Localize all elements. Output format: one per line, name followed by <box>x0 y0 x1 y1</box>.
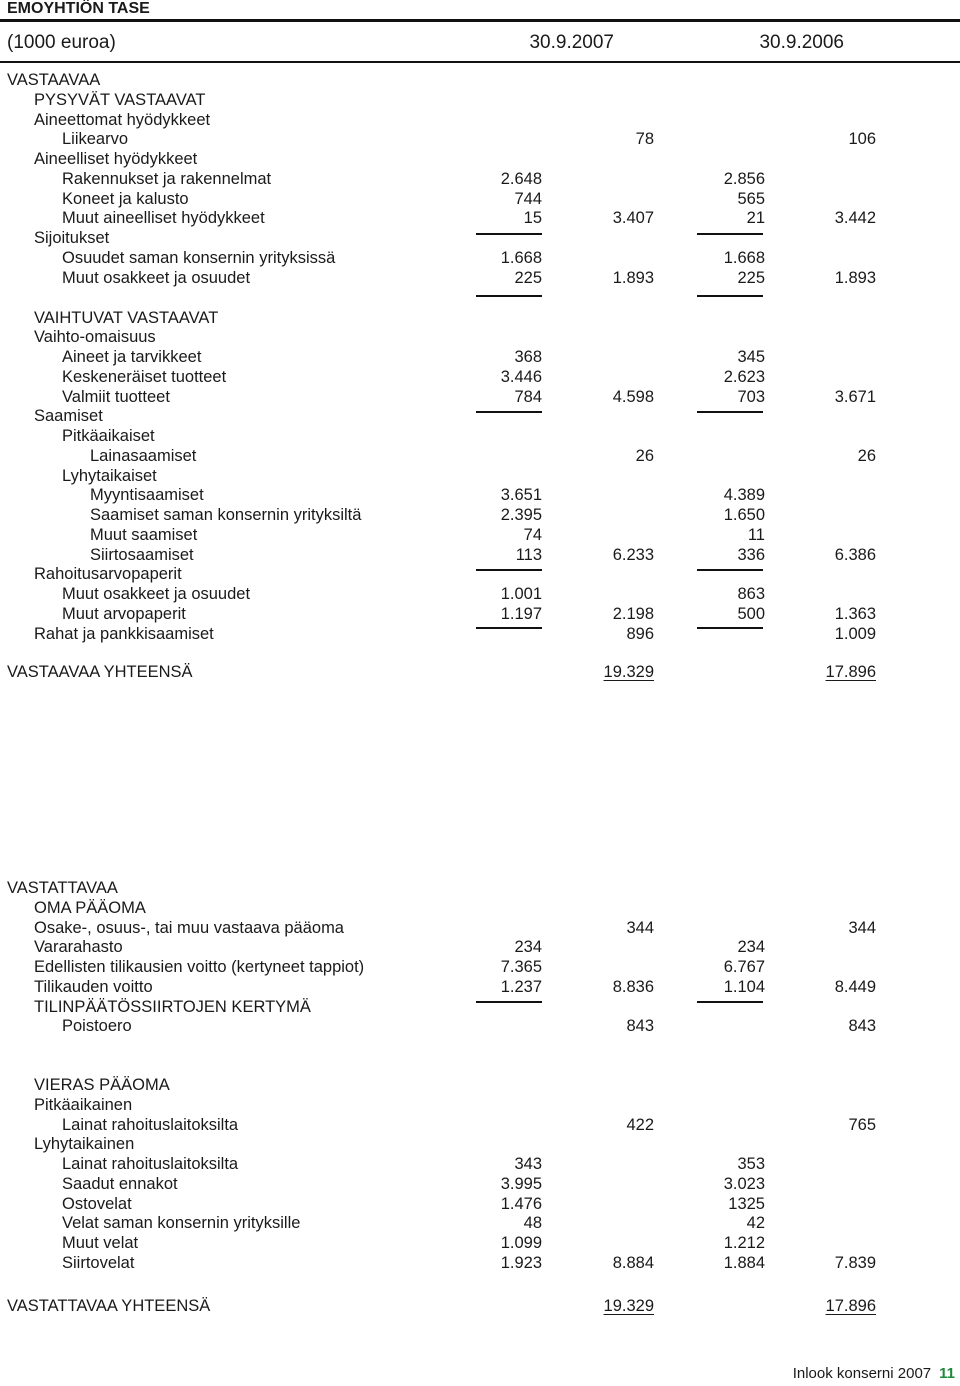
value-c3: 225 <box>737 268 765 287</box>
row-label: Saamiset saman konsernin yrityksiltä <box>90 506 362 524</box>
value-c3: 4.389 <box>723 486 765 505</box>
title-divider <box>0 19 960 22</box>
statement-row <box>0 1095 960 1115</box>
value-c3: 42 <box>746 1214 765 1233</box>
statement-row <box>0 1016 960 1036</box>
value-c4: 765 <box>848 1115 876 1134</box>
row-label: Aineet ja tarvikkeet <box>62 348 202 366</box>
value-c3: 1.668 <box>723 248 765 267</box>
row-label: Aineettomat hyödykkeet <box>34 110 211 129</box>
statement-row <box>0 110 960 130</box>
value-c1: 343 <box>514 1155 542 1173</box>
value-c3: 565 <box>737 189 765 208</box>
row-label: TILINPÄÄTÖSSIIRTOJEN KERTYMÄ <box>34 997 311 1016</box>
row-label: Saadut ennakot <box>62 1174 178 1193</box>
page-title: EMOYHTIÖN TASE <box>7 0 150 17</box>
value-c3: 1325 <box>728 1194 765 1213</box>
column-header-2006: 30.9.2006 <box>759 32 844 53</box>
row-label: Tilikauden voitto <box>34 977 153 996</box>
statement-row <box>0 1134 960 1154</box>
value-c1: 784 <box>514 387 542 406</box>
row-label: Liikearvo <box>62 130 129 149</box>
subtotal-rule <box>476 627 542 629</box>
value-c1: 48 <box>523 1214 542 1233</box>
value-c2: 19.329 <box>603 1297 654 1315</box>
statement-row <box>0 1213 960 1233</box>
subtotal-rule <box>476 1001 542 1003</box>
statement-row <box>0 248 960 268</box>
statement-row <box>0 70 960 90</box>
value-c1: 3.651 <box>500 486 542 505</box>
row-label: Siirtovelat <box>62 1253 135 1272</box>
value-c3: 234 <box>737 938 765 957</box>
value-c3: 345 <box>737 348 765 366</box>
row-label: Velat saman konsernin yrityksille <box>62 1214 301 1233</box>
value-c3: 1.104 <box>723 977 765 996</box>
row-label: Osake-, osuus-, tai muu vastaava pääoma <box>34 918 344 937</box>
row-label: Sijoitukset <box>34 229 110 247</box>
row-label: VASTATTAVAA YHTEENSÄ <box>7 1297 211 1315</box>
row-label: Muut osakkeet ja osuudet <box>62 268 251 287</box>
value-c4: 843 <box>848 1017 876 1036</box>
value-c1: 2.648 <box>500 169 542 188</box>
row-label: Muut velat <box>62 1234 139 1252</box>
value-c1: 113 <box>515 545 542 564</box>
row-label: OMA PÄÄOMA <box>34 898 146 917</box>
statement-row <box>0 367 960 387</box>
statement-row <box>0 327 960 347</box>
value-c3: 6.767 <box>723 958 765 976</box>
value-c4: 26 <box>857 446 876 465</box>
row-label: Lyhytaikaiset <box>62 466 157 485</box>
header-divider <box>0 61 960 63</box>
statement-row <box>0 387 960 407</box>
value-c3: 21 <box>746 209 765 228</box>
total-row <box>0 662 960 682</box>
footer-publication: Inlook konserni 2007 <box>792 1365 932 1382</box>
value-c3: 336 <box>737 545 765 564</box>
statement-row <box>0 129 960 149</box>
column-header-2007: 30.9.2007 <box>529 32 614 53</box>
row-label: VASTATTAVAA <box>7 879 118 897</box>
value-c3: 1.212 <box>723 1234 765 1252</box>
value-c2: 843 <box>626 1017 654 1036</box>
statement-row <box>0 898 960 918</box>
statement-row <box>0 1115 960 1135</box>
statement-row <box>0 977 960 997</box>
row-label: Myyntisaamiset <box>90 486 204 505</box>
value-c4: 1.363 <box>834 604 876 623</box>
value-c3: 353 <box>737 1155 765 1173</box>
row-label: Rahoitusarvopaperit <box>34 565 182 584</box>
value-c3: 863 <box>737 585 765 603</box>
value-c2: 78 <box>635 130 654 149</box>
row-label: Keskeneräiset tuotteet <box>62 367 227 386</box>
value-c1: 1.237 <box>500 977 542 996</box>
page-number: 11 <box>939 1365 955 1382</box>
value-c1: 368 <box>514 348 542 366</box>
row-label: Koneet ja kalusto <box>62 189 189 208</box>
value-c3: 703 <box>737 387 765 406</box>
value-c1: 2.395 <box>500 506 542 524</box>
value-c4: 344 <box>848 918 876 937</box>
value-c4: 7.839 <box>834 1253 876 1272</box>
row-label: VASTAAVAA YHTEENSÄ <box>7 663 193 681</box>
row-label: Osuudet saman konsernin yrityksissä <box>62 248 336 267</box>
statement-row <box>0 446 960 466</box>
value-c4: 1.893 <box>834 268 876 287</box>
value-c2: 3.407 <box>612 209 654 228</box>
value-c2: 26 <box>635 446 654 465</box>
value-c3: 3.023 <box>723 1174 765 1193</box>
statement-row <box>0 90 960 110</box>
value-c1: 1.668 <box>500 248 542 267</box>
value-c2: 2.198 <box>612 604 654 623</box>
row-label: VASTAAVAA <box>7 71 101 89</box>
row-label: Muut saamiset <box>90 525 198 544</box>
row-label: Ostovelat <box>62 1194 132 1213</box>
row-label: Lainat rahoituslaitoksilta <box>62 1115 239 1134</box>
value-c1: 15 <box>523 209 542 228</box>
statement-row <box>0 584 960 604</box>
value-c2: 6.233 <box>612 545 654 564</box>
value-c1: 7.365 <box>500 958 542 976</box>
subtotal-rule <box>697 569 763 571</box>
row-label: Edellisten tilikausien voitto (kertyneet tappiot) <box>34 958 365 976</box>
statement-row <box>0 1075 960 1095</box>
row-label: VAIHTUVAT VASTAAVAT <box>34 308 219 327</box>
value-c3: 2.623 <box>723 367 765 386</box>
statement-row <box>0 268 960 288</box>
statement-row <box>0 1154 960 1174</box>
row-label: Saamiset <box>34 407 103 426</box>
statement-row <box>0 878 960 898</box>
statement-row <box>0 918 960 938</box>
subtotal-rule <box>697 411 763 413</box>
statement-row <box>0 1233 960 1253</box>
row-label: Valmiit tuotteet <box>62 387 170 406</box>
value-c2: 1.893 <box>612 268 654 287</box>
value-c1: 234 <box>514 938 542 957</box>
row-label: Muut osakkeet ja osuudet <box>62 585 251 603</box>
value-c4: 3.671 <box>834 387 876 406</box>
row-label: Vaihto-omaisuus <box>34 328 156 347</box>
statement-row <box>0 505 960 525</box>
statement-row <box>0 426 960 446</box>
value-c1: 744 <box>514 189 542 208</box>
subtotal-rule <box>697 295 763 297</box>
statement-row <box>0 308 960 328</box>
statement-row <box>0 228 960 248</box>
subtotal-rule <box>476 569 542 571</box>
row-label: Rakennukset ja rakennelmat <box>62 169 272 188</box>
value-c4: 17.896 <box>825 663 876 681</box>
row-label: Lyhytaikainen <box>34 1135 135 1154</box>
row-label: Rahat ja pankkisaamiset <box>34 624 214 643</box>
row-label: Aineelliset hyödykkeet <box>34 150 198 168</box>
value-c3: 2.856 <box>723 169 765 188</box>
subtotal-rule <box>476 411 542 413</box>
statement-row <box>0 604 960 624</box>
value-c3: 1.650 <box>723 506 765 524</box>
statement-row <box>0 1174 960 1194</box>
value-c1: 1.197 <box>500 604 542 623</box>
value-c4: 8.449 <box>834 977 876 996</box>
value-c3: 500 <box>737 604 765 623</box>
statement-row <box>0 937 960 957</box>
value-c1: 1.001 <box>500 585 542 603</box>
value-c4: 6.386 <box>834 545 876 564</box>
value-c4: 17.896 <box>825 1297 876 1315</box>
value-c1: 1.099 <box>500 1234 542 1252</box>
row-label: Pitkäaikaiset <box>62 427 155 445</box>
statement-row <box>0 189 960 209</box>
statement-row <box>0 1253 960 1273</box>
row-label: Siirtosaamiset <box>90 545 194 564</box>
value-c1: 3.995 <box>500 1174 542 1193</box>
page-footer <box>793 1365 955 1383</box>
value-c4: 1.009 <box>834 624 876 643</box>
subtotal-rule <box>697 233 763 235</box>
subtotal-rule <box>697 627 763 629</box>
row-label: Poistoero <box>62 1017 132 1036</box>
statement-row <box>0 564 960 584</box>
statement-row <box>0 347 960 367</box>
value-c1: 1.923 <box>500 1253 542 1272</box>
statement-row <box>0 149 960 169</box>
value-c2: 422 <box>626 1115 654 1134</box>
row-label: Muut aineelliset hyödykkeet <box>62 209 265 228</box>
statement-row <box>0 545 960 565</box>
value-c2: 8.836 <box>612 977 654 996</box>
row-label: VIERAS PÄÄOMA <box>34 1076 170 1094</box>
statement-row <box>0 466 960 486</box>
statement-row <box>0 208 960 228</box>
value-c4: 106 <box>848 130 876 149</box>
statement-row <box>0 485 960 505</box>
row-label: Lainat rahoituslaitoksilta <box>62 1155 239 1173</box>
statement-row <box>0 406 960 426</box>
total-row <box>0 1296 960 1316</box>
row-label: Pitkäaikainen <box>34 1095 133 1114</box>
row-label: Muut arvopaperit <box>62 604 186 623</box>
statement-row <box>0 957 960 977</box>
statement-row <box>0 525 960 545</box>
unit-header: (1000 euroa) <box>7 32 116 53</box>
value-c2: 19.329 <box>603 663 654 681</box>
value-c2: 4.598 <box>612 387 654 406</box>
subtotal-rule <box>476 295 542 297</box>
row-label: Lainasaamiset <box>90 446 197 465</box>
statement-row <box>0 1194 960 1214</box>
value-c3: 1.884 <box>723 1253 765 1272</box>
row-label: Vararahasto <box>34 938 123 957</box>
statement-row <box>0 169 960 189</box>
value-c1: 1.476 <box>500 1194 542 1213</box>
value-c1: 74 <box>523 525 542 544</box>
value-c1: 3.446 <box>500 367 542 386</box>
statement-row <box>0 997 960 1017</box>
subtotal-rule <box>697 1001 763 1003</box>
value-c1: 225 <box>514 268 542 287</box>
value-c2: 8.884 <box>612 1253 654 1272</box>
value-c4: 3.442 <box>834 209 876 228</box>
subtotal-rule <box>476 233 542 235</box>
value-c2: 344 <box>626 918 654 937</box>
value-c3: 11 <box>747 525 765 544</box>
value-c2: 896 <box>626 624 654 643</box>
row-label: PYSYVÄT VASTAAVAT <box>34 90 206 109</box>
